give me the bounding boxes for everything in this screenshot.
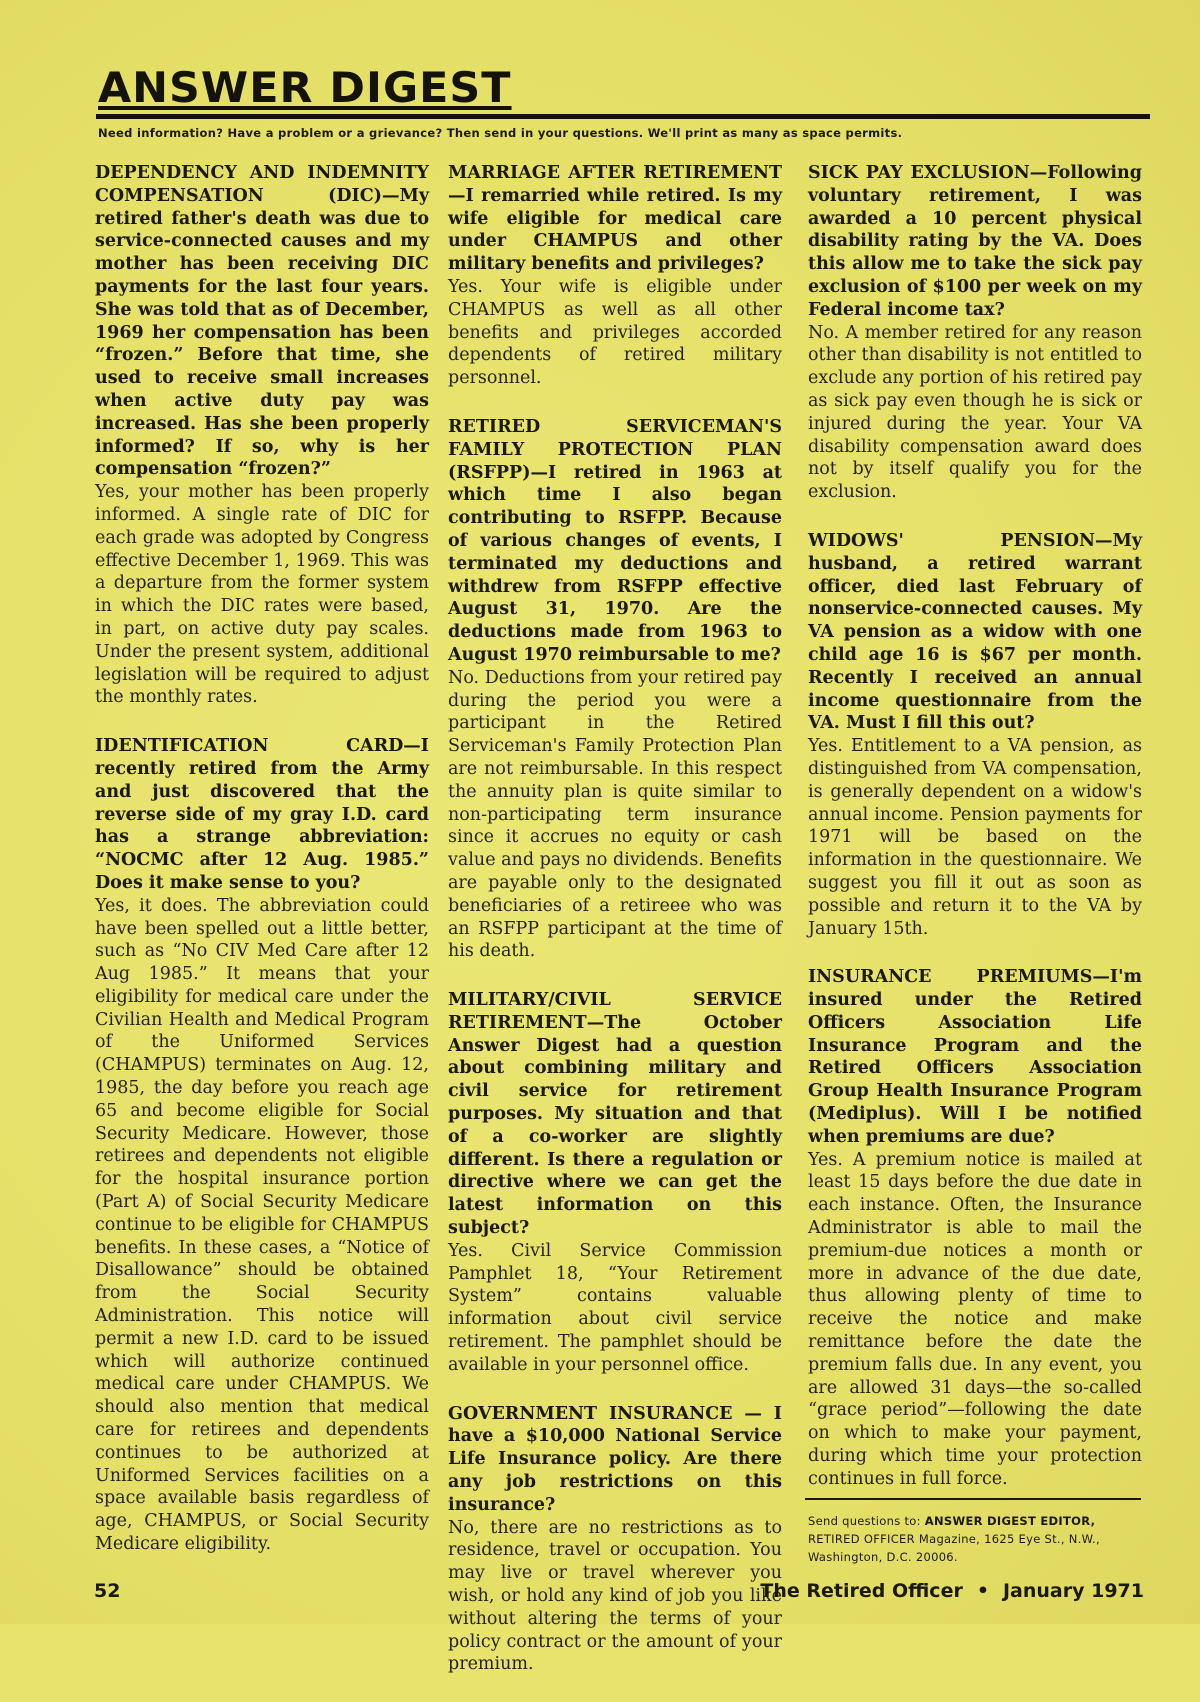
answer: Yes, your mother has been properly informed. A single rate of DIC for each grade was adopted by Congress effective December 1, 1969. This was a departure from the former system in which the DIC rates were based, in part, on active duty pay scales. Under the present system, additional legislation will be required to adjust the monthly rates. [95,482,429,708]
answer: Yes, it does. The abbreviation could have been spelled out a little better, such as “No CIV Med Care after 12 Aug 1985.” It means that your eligibility for medical care under the Civilian Health and Medical Program of the Uniformed Services (CHAMPUS) terminates on Aug. 12, 1985, the day before you reach age 65 and become eligible for Social Security Medicare. However, those retirees and dependents not eligible for the hospital insurance portion (Part A) of Social Security Medicare continue to be eligible for CHAMPUS benefits. In these cases, a “Notice of Disallowance” should be obtained from the Social Security Administration. This notice will permit a new I.D. card to be issued which will authorize continued medical care under CHAMPUS. We should also mention that medical care for retirees and dependents continues to be authorized at Uniformed Services facilities on a space available basis regardless of age, CHAMPUS, or Social Security Medicare eligibility. [95,895,429,1555]
answer: Yes. Entitlement to a VA pension, as distinguished from VA compensation, is generally dependent on a widow's annual income. Pension payments for 1971 will be based on the information in the questionnaire. We suggest you fill it out as soon as possible and return it to the VA by January 15th. [808,736,1142,939]
qa-entry-government-insurance [448,1403,782,1677]
question: RETIRED SERVICEMAN'S FAMILY PROTECTION PLAN (RSFPP)—I retired in 1963 at which time I also began contributing to RSFPP. Because of various changes of events, I terminated my deductions and withdrew from RSFPP effective August 31, 1970. Are the deductions made from 1963 to August 1970 reimbursable to me? [448,416,782,665]
send-prefix: Send questions to: [808,1514,921,1528]
answer: Yes. Your wife is eligible under CHAMPUS as well as all other benefits and privileges accorded dependents of retired military personnel. [448,276,782,389]
qa-entry-civil-service [448,989,782,1377]
send-editor: ANSWER DIGEST EDITOR, [924,1514,1096,1528]
answer: No. A member retired for any reason other than disability is not entitled to exclude any portion of his retired pay as sick pay even though he is sick or injured during the year. Your VA disability compensation award does not by itself qualify you for the exclusion. [808,322,1142,503]
question: SICK PAY EXCLUSION—Following voluntary retirement, I was awarded a 10 percent physical disability rating by the VA. Does this allow me to take the sick pay exclusion of $100 per week on my Federal income tax? [808,163,1142,320]
qa-entry-widows-pension [808,530,1142,940]
answer: No, there are no restrictions as to residence, travel or occupation. You may live or travel wherever you wish, or hold any kind of job you like without altering the terms of your policy contract or the amount of your premium. [448,1517,782,1675]
question: INSURANCE PREMIUMS—I'm insured under the Retired Officers Association Life Insurance Program and the Retired Officers Association Group Health Insurance Program (Mediplus). Will I be notified when premiums are due? [808,967,1142,1147]
qa-entry-insurance-premiums [808,966,1142,1490]
qa-entry-dic [95,162,429,709]
column-3 [808,162,1142,1517]
issue-date: January 1971 [1002,1580,1144,1602]
question: MARRIAGE AFTER RETIREMENT—I remarried while retired. Is my wife eligible for medical care under CHAMPUS and other military benefits and privileges? [448,163,782,275]
answer: No. Deductions from your retired pay during the period you were a participant in the Retired Serviceman's Family Protection Plan are not reimbursable. In this respect the annuity plan is quite similar to non-participating term insurance since it accrues no equity or cash value and pays no dividends. Benefits are payable only to the designated beneficiaries of a retireee who was an RSFPP participant at the time of his death. [448,667,782,962]
column-2 [448,162,782,1702]
answer: Yes. Civil Service Commission Pamphlet 18, “Your Retirement System” contains valuable information about civil service retirement. The pamphlet should be available in your personnel office. [448,1240,782,1375]
section-intro: Need information? Have a problem or a grievance? Then send in your questions. We'll print as many as space permits. [98,126,903,140]
question: GOVERNMENT INSURANCE — I have a $10,000 National Service Life Insurance policy. Are there any job restrictions on this insurance? [448,1403,782,1515]
qa-entry-marriage [448,162,782,390]
qa-entry-rsfpp [448,416,782,963]
qa-entry-sick-pay [808,162,1142,504]
column-1 [95,162,429,1582]
send-address: Magazine, 1625 Eye St., N.W., Washington, D.C. 20006. [808,1532,1100,1564]
header-rule [96,114,1150,119]
answer: Yes. A premium notice is mailed at least 15 days before the due date in each instance. Often, the Insurance Administrator is able to mail the premium-due notices a month or more in advance of the due date, thus allowing plenty of time to receive the notice and make remittance before the date the premium falls due. In any event, you are allowed 31 days—the so-called “grace period”—following the date on which to make your payment, during which time your protection continues in full force. [808,1149,1142,1489]
send-questions-note [808,1512,1144,1566]
section-title: ANSWER DIGEST [98,63,512,112]
footer-credit [760,1580,1144,1602]
qa-entry-id-card [95,735,429,1556]
page-number: 52 [94,1580,121,1602]
send-to-rule [805,1498,1141,1500]
send-magazine: RETIRED OFFICER [808,1532,915,1546]
bullet-separator: • [976,1580,989,1602]
publication-name: The Retired Officer [760,1580,963,1602]
question: IDENTIFICATION CARD—I recently retired from the Army and just discovered that the reverse side of my gray I.D. card has a strange abbreviation: “NOCMC after 12 Aug. 1985.” Does it make sense to you? [95,736,429,893]
question: WIDOWS' PENSION—My husband, a retired warrant officer, died last February of nonservice-connected causes. My VA pension as a widow with one child age 16 is $67 per month. Recently I received an annual income questionnaire from the VA. Must I fill this out? [808,530,1142,734]
question: MILITARY/CIVIL SERVICE RETIREMENT—The October Answer Digest had a question about combining military and civil service for retirement purposes. My situation and that of a co-worker are slightly different. Is there a regulation or directive where we can get the latest information on this subject? [448,990,782,1239]
question: DEPENDENCY AND INDEMNITY COMPENSATION (DIC)—My retired father's death was due to service-connected causes and my mother has been receiving DIC payments for the last four years. She was told that as of December, 1969 her compensation has been “frozen.” Before that time, she used to receive small increases when active duty pay was increased. Has she been properly informed? If so, why is her compensation “frozen?” [95,163,429,480]
